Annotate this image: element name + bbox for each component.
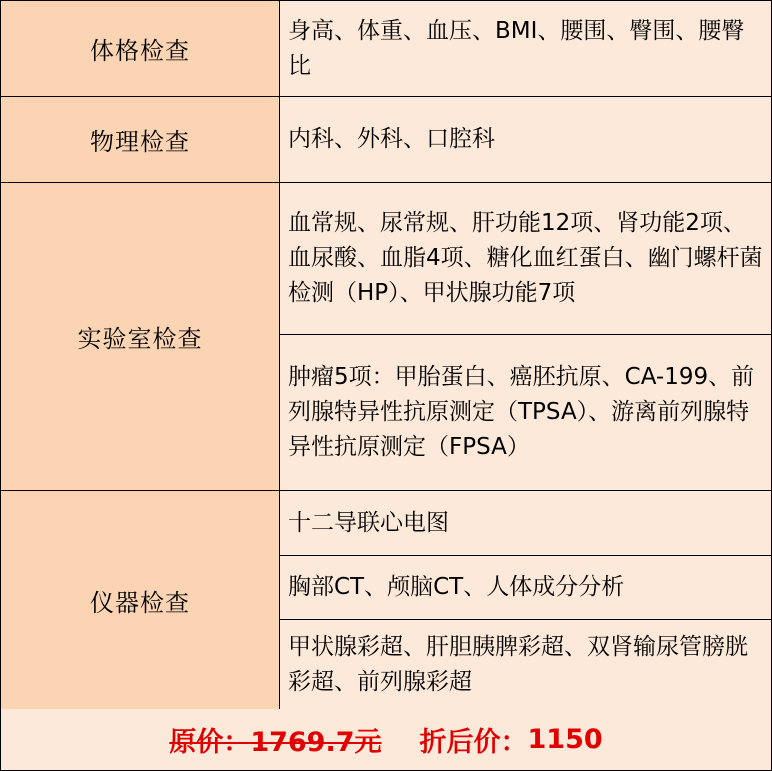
item-lab-tumor-markers: 肿瘤5项：甲胎蛋白、癌胚抗原、CA-199、前列腺特异性抗原测定（TPSA）、游离前列腺特异性抗原测定（FPSA） — [280, 335, 771, 490]
discount-price-label: 折后价： — [419, 727, 528, 758]
category-instrument-exam: 仪器检查 — [1, 491, 280, 709]
category-lab-tests: 实验室检查 — [1, 183, 280, 490]
category-physical-exam: 物理检查 — [1, 97, 280, 182]
item-ultrasound: 甲状腺彩超、肝胆胰脾彩超、双肾输尿管膀胱彩超、前列腺彩超 — [280, 620, 771, 709]
price-row — [1, 709, 771, 770]
original-price-label: 原价： — [169, 727, 251, 758]
original-price-value: 1769.7元 — [250, 727, 382, 758]
original-price — [169, 720, 381, 759]
item-ct: 胸部CT、颅脑CT、人体成分分析 — [280, 556, 771, 619]
category-physical-measurements: 体格检查 — [1, 1, 280, 96]
item-lab-basic: 血常规、尿常规、肝功能12项、肾功能2项、血尿酸、血脂4项、糖化血红蛋白、幽门螺杆菌检测（HP）、甲状腺功能7项 — [280, 183, 771, 334]
discount-price-value: 1150 — [527, 724, 603, 755]
item-physical-exam: 内科、外科、口腔科 — [280, 97, 771, 182]
item-physical-measurements: 身高、体重、血压、BMI、腰围、臀围、腰臀比 — [280, 1, 771, 96]
item-ecg: 十二导联心电图 — [280, 491, 771, 555]
